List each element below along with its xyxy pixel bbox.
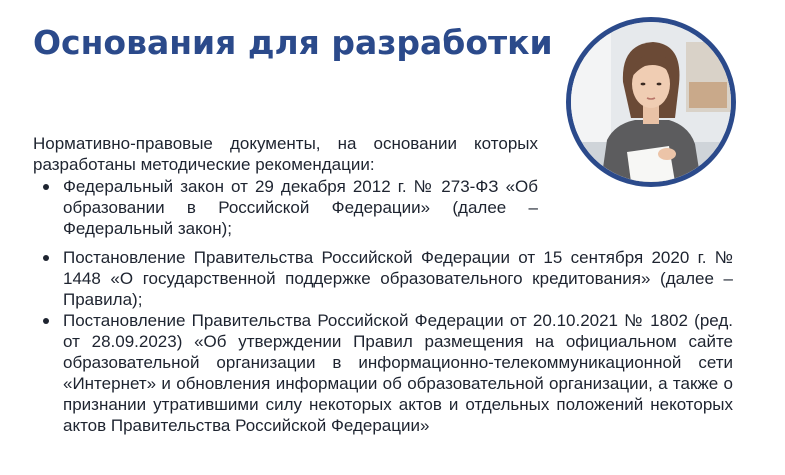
page-title: Основания для разработки xyxy=(33,23,553,62)
list-item: Федеральный закон от 29 декабря 2012 г. № 273-ФЗ «Об образовании в Российской Федерации» (далее – Федеральный закон); xyxy=(33,176,538,239)
woman-at-desk-photo xyxy=(566,17,736,187)
list-item: Постановление Правительства Российской Федерации от 15 сентября 2020 г. № 1448 «О государственной поддержке образовательного кредитования» (далее – Правила); xyxy=(33,247,733,310)
bullet-list-top xyxy=(33,176,538,239)
intro-text: Нормативно-правовые документы, на основании которых разработаны методические рекомендации: xyxy=(33,134,538,174)
photo-illustration xyxy=(571,22,731,182)
list-item: Постановление Правительства Российской Федерации от 20.10.2021 № 1802 (ред. от 28.09.2023) «Об утверждении Правил размещения на официальном сайте образовательной организации в информационно-телекоммуникационной сети «Интернет» и обновления информации об образовательной организации, а также о признании утратившими силу некоторых актов и отдельных положений некоторых актов Правительства Российской Федерации» xyxy=(33,310,733,436)
bullet-list-bottom xyxy=(33,247,733,436)
